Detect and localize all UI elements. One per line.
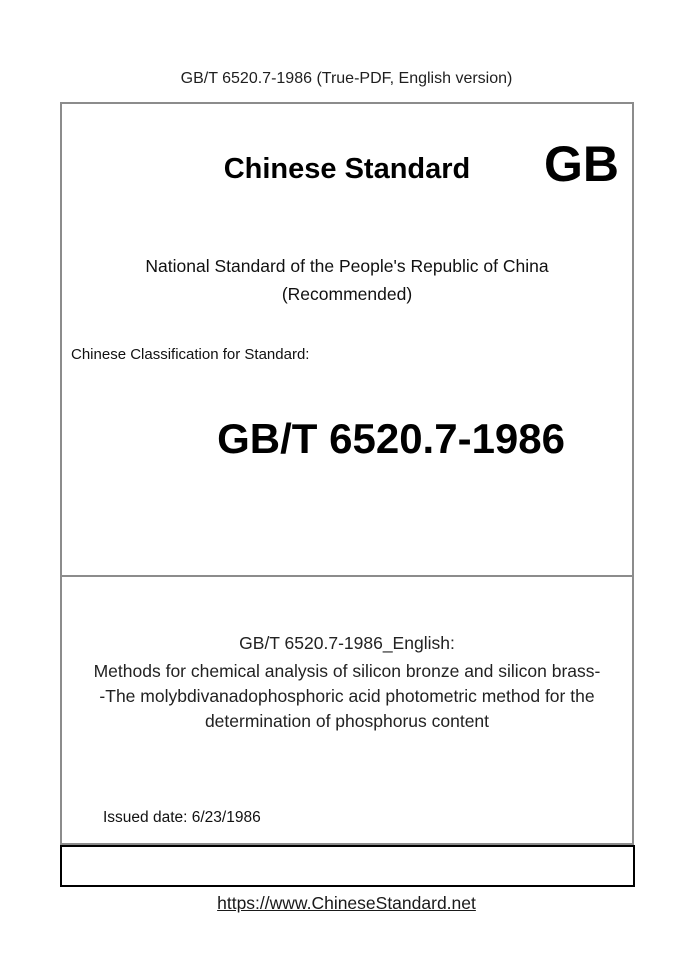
- footer: [0, 893, 693, 914]
- english-title-block: [62, 631, 632, 734]
- document-header: GB/T 6520.7-1986 (True-PDF, English version): [180, 70, 513, 87]
- gb-logo: GB: [544, 136, 619, 192]
- empty-field-box: [60, 845, 635, 887]
- english-title-text: Methods for chemical analysis of silicon bronze and silicon brass--The molybdivanadophosphoric acid photometric method for the determination of phosphorus content: [93, 661, 601, 731]
- brand-title: Chinese Standard: [223, 153, 471, 185]
- footer-link[interactable]: https://www.ChineseStandard.net: [217, 893, 476, 913]
- recommended-line: (Recommended): [281, 284, 413, 304]
- classification-label: Chinese Classification for Standard:: [71, 346, 310, 363]
- standard-number: GB/T 6520.7-1986: [217, 415, 565, 462]
- cover-box: [60, 102, 634, 845]
- issued-date: Issued date: 6/23/1986: [103, 809, 261, 826]
- national-standard-block: [62, 252, 632, 308]
- national-standard-line: National Standard of the People's Republic of China: [145, 256, 549, 276]
- section-divider: [62, 575, 632, 577]
- english-title-heading: GB/T 6520.7-1986_English:: [239, 633, 455, 653]
